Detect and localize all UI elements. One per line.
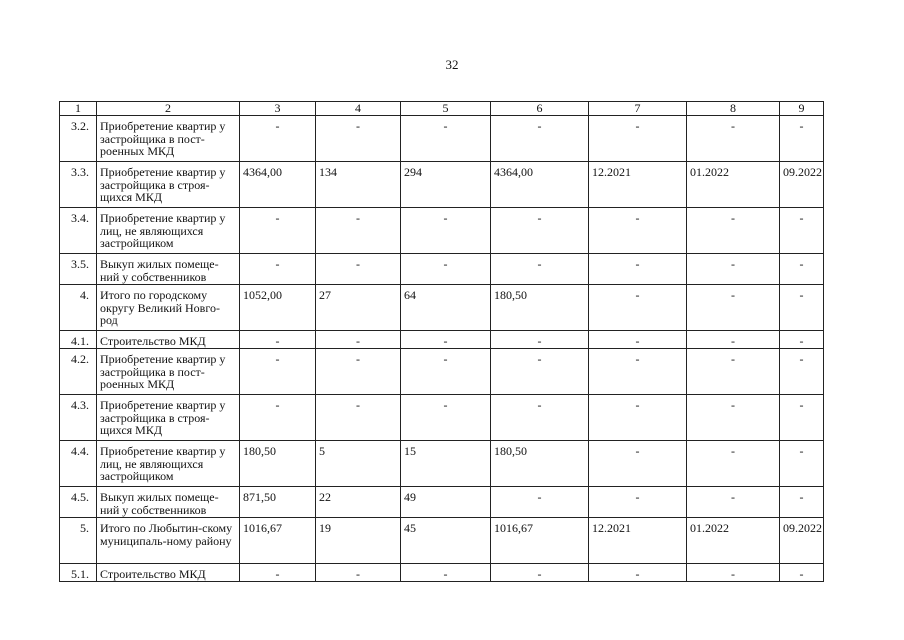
row-name-cell: Итого по городскому округу Великий Новго-род	[97, 285, 240, 331]
value-cell-col7: 12.2021	[589, 518, 687, 564]
value-cell-col9: -	[780, 487, 824, 518]
row-name-cell: Приобретение квартир у застройщика в пост-роенных МКД	[97, 349, 240, 395]
value-cell-col4: 5	[316, 441, 401, 487]
table-row	[60, 208, 824, 254]
value-cell-col8: -	[687, 254, 780, 285]
row-name-cell: Итого по Любытин-скому муниципаль-ному району	[97, 518, 240, 564]
value-cell-col4: -	[316, 208, 401, 254]
row-number-cell: 5.1.	[60, 564, 97, 582]
value-cell-col5: -	[401, 208, 491, 254]
table-row	[60, 518, 824, 564]
value-cell-col8: -	[687, 395, 780, 441]
value-cell-col5: -	[401, 116, 491, 162]
value-cell-col6: -	[491, 331, 589, 349]
value-cell-col9: -	[780, 564, 824, 582]
program-table	[59, 101, 824, 582]
value-cell-col9: -	[780, 331, 824, 349]
value-cell-col9: -	[780, 441, 824, 487]
value-cell-col4: -	[316, 331, 401, 349]
row-number-cell: 4.	[60, 285, 97, 331]
table-row	[60, 285, 824, 331]
value-cell-col8: -	[687, 331, 780, 349]
value-cell-col5: -	[401, 331, 491, 349]
value-cell-col4: 22	[316, 487, 401, 518]
value-cell-col3: -	[240, 208, 316, 254]
row-number-cell: 5.	[60, 518, 97, 564]
value-cell-col3: -	[240, 331, 316, 349]
value-cell-col6: 1016,67	[491, 518, 589, 564]
value-cell-col9: 09.2022	[780, 162, 824, 208]
col-header-1: 1	[60, 102, 97, 116]
value-cell-col5: -	[401, 254, 491, 285]
row-number-cell: 3.4.	[60, 208, 97, 254]
value-cell-col5: 49	[401, 487, 491, 518]
table-row	[60, 254, 824, 285]
value-cell-col7: -	[589, 254, 687, 285]
value-cell-col7: -	[589, 349, 687, 395]
value-cell-col4: -	[316, 395, 401, 441]
value-cell-col6: -	[491, 254, 589, 285]
value-cell-col4: -	[316, 254, 401, 285]
col-header-8: 8	[687, 102, 780, 116]
table-row	[60, 162, 824, 208]
row-number-cell: 3.3.	[60, 162, 97, 208]
row-name-cell: Приобретение квартир у лиц, не являющихся застройщиком	[97, 441, 240, 487]
value-cell-col3: -	[240, 254, 316, 285]
value-cell-col5: 64	[401, 285, 491, 331]
row-number-cell: 4.4.	[60, 441, 97, 487]
page-number: 32	[445, 57, 459, 72]
row-number-cell: 3.5.	[60, 254, 97, 285]
value-cell-col5: -	[401, 395, 491, 441]
value-cell-col3: 1052,00	[240, 285, 316, 331]
col-header-7: 7	[589, 102, 687, 116]
col-header-3: 3	[240, 102, 316, 116]
value-cell-col6: 180,50	[491, 285, 589, 331]
table-row	[60, 349, 824, 395]
value-cell-col3: -	[240, 395, 316, 441]
value-cell-col5: 45	[401, 518, 491, 564]
value-cell-col6: 4364,00	[491, 162, 589, 208]
value-cell-col7: -	[589, 208, 687, 254]
row-number-cell: 3.2.	[60, 116, 97, 162]
value-cell-col7: 12.2021	[589, 162, 687, 208]
row-name-cell: Строительство МКД	[97, 564, 240, 582]
col-header-2: 2	[97, 102, 240, 116]
col-header-4: 4	[316, 102, 401, 116]
value-cell-col3: 1016,67	[240, 518, 316, 564]
row-name-cell: Приобретение квартир у застройщика в строя-щихся МКД	[97, 395, 240, 441]
header-row	[60, 102, 824, 116]
col-header-9: 9	[780, 102, 824, 116]
value-cell-col6: -	[491, 349, 589, 395]
value-cell-col9: -	[780, 208, 824, 254]
row-name-cell: Приобретение квартир у лиц, не являющихся застройщиком	[97, 208, 240, 254]
value-cell-col6: -	[491, 564, 589, 582]
value-cell-col9: -	[780, 285, 824, 331]
value-cell-col8: -	[687, 349, 780, 395]
value-cell-col9: -	[780, 254, 824, 285]
value-cell-col7: -	[589, 285, 687, 331]
col-header-6: 6	[491, 102, 589, 116]
row-name-cell: Выкуп жилых помеще-ний у собственников	[97, 487, 240, 518]
value-cell-col8: -	[687, 441, 780, 487]
row-number-cell: 4.2.	[60, 349, 97, 395]
value-cell-col3: 180,50	[240, 441, 316, 487]
value-cell-col8: -	[687, 564, 780, 582]
value-cell-col8: -	[687, 208, 780, 254]
table-row	[60, 116, 824, 162]
value-cell-col7: -	[589, 441, 687, 487]
value-cell-col6: -	[491, 487, 589, 518]
value-cell-col3: -	[240, 349, 316, 395]
value-cell-col5: 294	[401, 162, 491, 208]
row-name-cell: Выкуп жилых помеще-ний у собственников	[97, 254, 240, 285]
value-cell-col6: -	[491, 395, 589, 441]
col-header-5: 5	[401, 102, 491, 116]
value-cell-col3: -	[240, 116, 316, 162]
row-number-cell: 4.1.	[60, 331, 97, 349]
value-cell-col4: 134	[316, 162, 401, 208]
value-cell-col7: -	[589, 395, 687, 441]
value-cell-col4: -	[316, 349, 401, 395]
value-cell-col7: -	[589, 564, 687, 582]
value-cell-col3: 4364,00	[240, 162, 316, 208]
value-cell-col4: 27	[316, 285, 401, 331]
value-cell-col6: 180,50	[491, 441, 589, 487]
value-cell-col5: -	[401, 564, 491, 582]
value-cell-col9: -	[780, 116, 824, 162]
value-cell-col9: -	[780, 395, 824, 441]
table-row	[60, 441, 824, 487]
value-cell-col5: -	[401, 349, 491, 395]
value-cell-col7: -	[589, 487, 687, 518]
row-number-cell: 4.5.	[60, 487, 97, 518]
row-name-cell: Приобретение квартир у застройщика в строя-щихся МКД	[97, 162, 240, 208]
table-row	[60, 331, 824, 349]
row-name-cell: Приобретение квартир у застройщика в пост-роенных МКД	[97, 116, 240, 162]
value-cell-col7: -	[589, 116, 687, 162]
value-cell-col4: 19	[316, 518, 401, 564]
value-cell-col6: -	[491, 116, 589, 162]
value-cell-col9: 09.2022	[780, 518, 824, 564]
value-cell-col8: -	[687, 285, 780, 331]
value-cell-col6: -	[491, 208, 589, 254]
value-cell-col9: -	[780, 349, 824, 395]
value-cell-col7: -	[589, 331, 687, 349]
value-cell-col8: 01.2022	[687, 518, 780, 564]
value-cell-col4: -	[316, 116, 401, 162]
value-cell-col3: -	[240, 564, 316, 582]
table-row	[60, 487, 824, 518]
value-cell-col8: 01.2022	[687, 162, 780, 208]
table-row	[60, 564, 824, 582]
value-cell-col8: -	[687, 487, 780, 518]
value-cell-col5: 15	[401, 441, 491, 487]
row-name-cell: Строительство МКД	[97, 331, 240, 349]
value-cell-col3: 871,50	[240, 487, 316, 518]
table-row	[60, 395, 824, 441]
value-cell-col8: -	[687, 116, 780, 162]
value-cell-col4: -	[316, 564, 401, 582]
row-number-cell: 4.3.	[60, 395, 97, 441]
